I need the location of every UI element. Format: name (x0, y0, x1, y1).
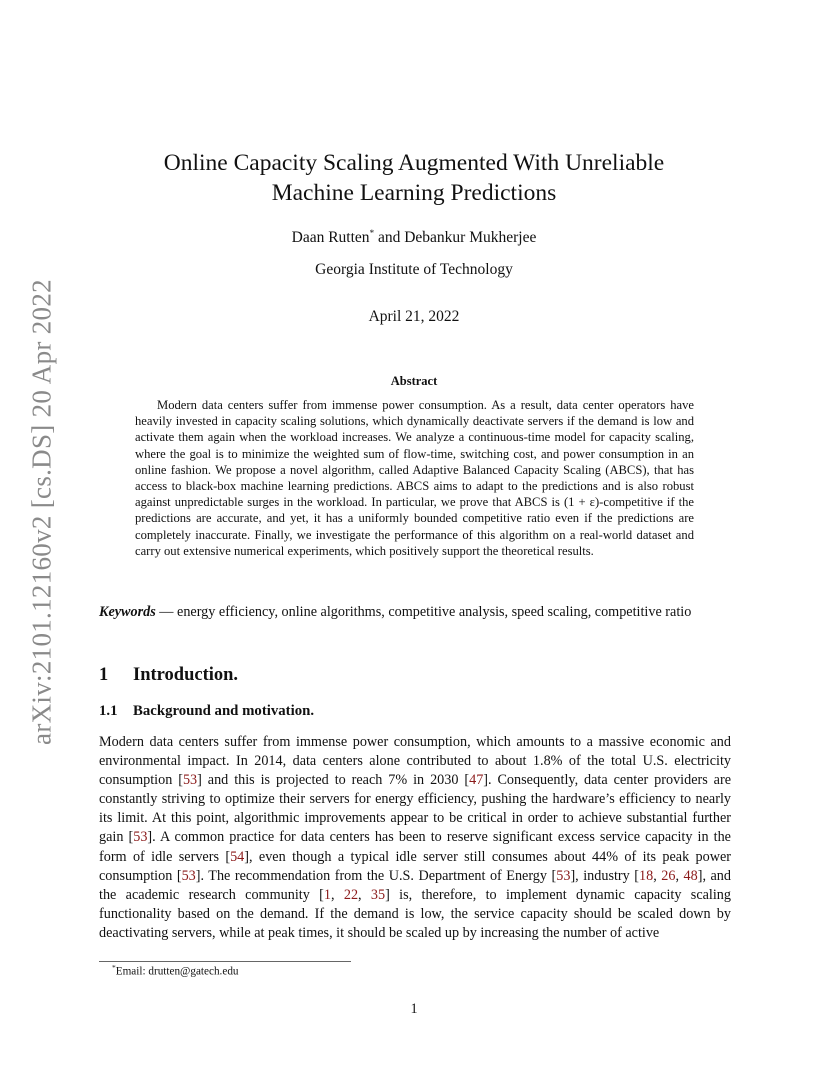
citation-separator: , (358, 886, 371, 903)
footnote-rule (99, 961, 351, 962)
citation-link[interactable]: 22 (343, 886, 359, 903)
intro-text: ], even though a typical idle server still consumes about 44% of its peak power consumption [ (99, 848, 732, 884)
subsection-title: Background and motivation. (133, 703, 315, 719)
citation-link[interactable]: 53 (182, 772, 198, 789)
section-number: 1 (99, 665, 109, 685)
abstract-text-1: Modern data centers suffer from immense power consumption. As a result, data center operators have heavily invested in capacity scaling solutions, which dynamically deactivate servers if the demand is low and activate them again when the workload increases. We analyze a continuous-time model for capacity scaling, where the goal is to minimize the weighted sum of flow-time, switching cost, and power consumption in an online fashion. We propose a novel algorithm, called Adaptive Balanced Capacity Scaling (ABCS), that has access to black-box machine learning predictions. ABCS aims to adapt to the predictions and is also robust against unpredictable surges in the workload. In particular, we prove that ABCS is (135, 398, 694, 510)
section-title: Introduction. (133, 665, 239, 685)
publication-date: April 21, 2022 (368, 308, 460, 325)
page-number: 1 (410, 1001, 418, 1017)
subsection-heading (99, 703, 314, 720)
intro-paragraph (99, 733, 731, 943)
abstract-heading: Abstract (390, 374, 438, 388)
keywords-label: Keywords (99, 604, 156, 620)
paper-title (120, 148, 708, 208)
citation-link[interactable]: 35 (370, 886, 386, 903)
citation-separator: , (675, 867, 684, 884)
citation-separator: , (330, 886, 344, 903)
intro-text: ]. Consequently, data center providers are constantly striving to optimize their servers for energy efficiency, pushing the hardware’s efficiency to nearly its limit. At this point, algorithmic improvements appear to be critical in order to achieve substantial further gain [ (99, 772, 731, 846)
title-line-2: Machine Learning Predictions (271, 180, 557, 206)
intro-text: ], and the academic research community [ (99, 867, 731, 903)
citation-link[interactable]: 54 (230, 848, 245, 865)
keywords-text: — energy efficiency, online algorithms, competitive analysis, speed scaling, competitive ratio (155, 604, 692, 620)
footnote (112, 963, 239, 978)
authors (120, 228, 708, 247)
author-2: Debankur Mukherjee (404, 229, 537, 247)
citation-link[interactable]: 48 (683, 867, 698, 884)
author-1: Daan Rutten (291, 229, 370, 247)
title-line-1: Online Capacity Scaling Augmented With Unreliable (163, 150, 665, 176)
citation-link[interactable]: 53 (133, 829, 148, 846)
authors-joiner: and (374, 229, 405, 247)
citation-link[interactable]: 26 (661, 867, 676, 884)
arxiv-identifier: arXiv:2101.12160v2 [cs.DS] 20 Apr 2022 (26, 279, 57, 745)
citation-separator: , (653, 867, 662, 884)
citation-link[interactable]: 1 (323, 886, 331, 903)
citation-link[interactable]: 18 (639, 867, 654, 884)
section-heading (99, 665, 238, 686)
citation-link[interactable]: 53 (556, 867, 571, 884)
affiliation: Georgia Institute of Technology (315, 261, 513, 278)
footnote-marker[interactable]: * (369, 228, 375, 238)
citation-link[interactable]: 47 (469, 772, 484, 789)
abstract-math: (1 + ε) (563, 495, 600, 510)
footnote-mark: * (112, 963, 116, 972)
intro-text: ] is, therefore, to implement dynamic capacity scaling functionality based on the demand. If the demand is low, the service capacity should be scaled down by deactivating servers, while at peak times, it should be scaled up by increasing the number of active (99, 886, 731, 941)
intro-text: ]. A common practice for data centers has been to reserve significant excess service capacity in the form of idle servers [ (99, 829, 731, 865)
abstract-text-2: -competitive if the predictions are accurate, and yet, it has a uniformly bounded competitive ratio even if the predictions are completely inaccurate. Finally, we investigate the performance of this algorithm on a real-world dataset and carry out extensive numerical experiments, which positively support the theoretical results. (135, 495, 694, 558)
citation-link[interactable]: 53 (181, 867, 196, 884)
abstract-body (135, 397, 694, 559)
intro-text: ]. The recommendation from the U.S. Department of Energy [ (195, 867, 557, 884)
intro-text: ], industry [ (570, 867, 639, 884)
footnote-text: Email: drutten@gatech.edu (115, 965, 239, 978)
intro-text: Modern data centers suffer from immense power consumption, which amounts to a massive economic and environmental impact. In 2014, data centers alone contributed to about 1.8% of the total U.S. electricity consumption [ (99, 734, 731, 789)
subsection-number: 1.1 (99, 703, 118, 719)
intro-text: ] and this is projected to reach 7% in 2030 [ (197, 772, 470, 789)
keywords (99, 603, 731, 622)
